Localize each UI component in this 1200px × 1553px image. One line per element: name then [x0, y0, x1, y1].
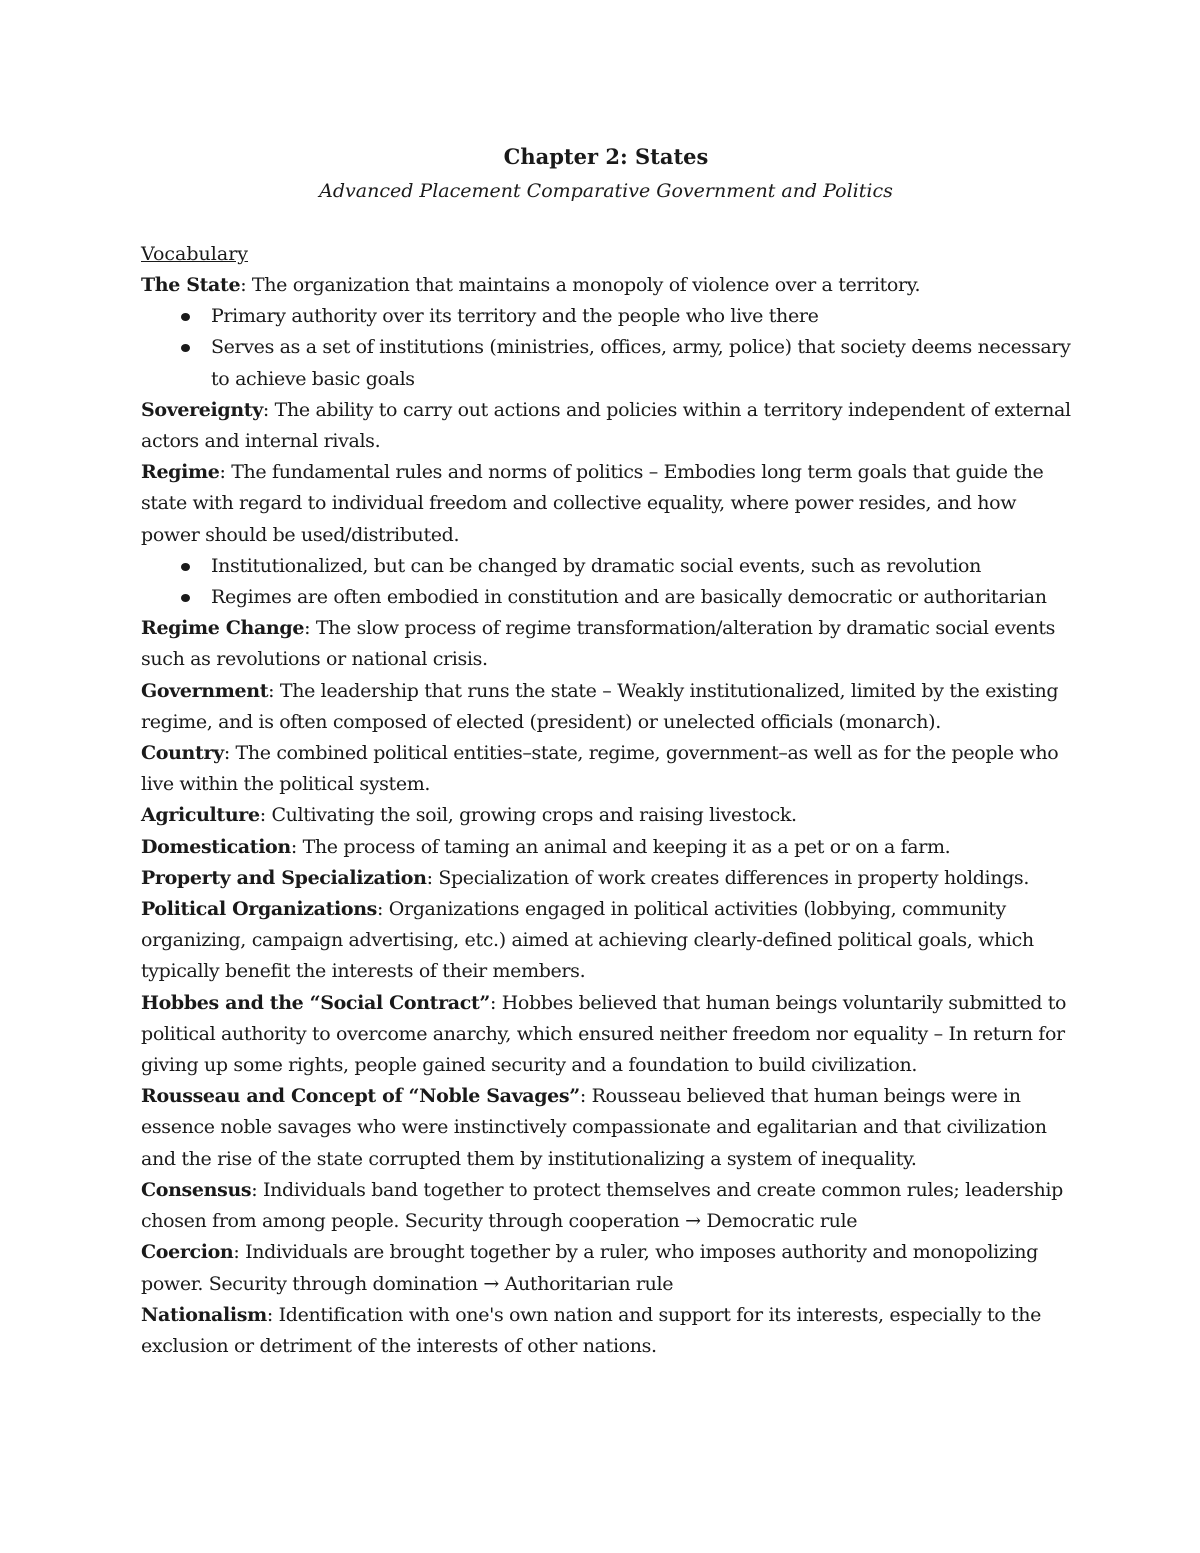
- bullet-text: Institutionalized, but can be changed by dramatic social events, such as revolution: [211, 554, 981, 577]
- vocab-definition: : Individuals are brought together by a ruler, who imposes authority and monopolizing power. Security through domination → Authoritarian rule: [141, 1241, 1038, 1295]
- vocab-definition: : The ability to carry out actions and policies within a territory independent of external actors and internal rivals.: [141, 398, 1071, 453]
- document-page: [141, 140, 1071, 1362]
- vocab-term: Country: [141, 742, 224, 765]
- vocab-term: Nationalism: [141, 1303, 267, 1326]
- vocab-definition: : The combined political entities–state, regime, government–as well as for the people who live within the political system.: [141, 742, 1059, 796]
- vocab-definition: : The leadership that runs the state – Weakly institutionalized, limited by the existing regime, and is often composed of elected (president) or unelected officials (monarch).: [141, 679, 1059, 733]
- vocab-definition: : Cultivating the soil, growing crops and raising livestock.: [259, 804, 797, 827]
- vocab-term: Coercion: [141, 1241, 234, 1264]
- bullet-list: [141, 301, 1071, 395]
- vocab-entry-rousseau-noble-savages: [141, 1081, 1071, 1175]
- vocab-definition: : The fundamental rules and norms of politics – Embodies long term goals that guide the state with regard to individual freedom and collective equality, where power resides, and how power should be used/distributed.: [141, 461, 1044, 546]
- vocab-entry-regime: [141, 457, 1071, 551]
- vocab-term: Political Organizations: [141, 898, 378, 921]
- bullet-item: [211, 301, 1071, 332]
- bullet-item: [211, 332, 1071, 394]
- vocab-definition: : Hobbes believed that human beings voluntarily submitted to political authority to overcome anarchy, which ensured neither freedom nor equality – In return for giving up some rights, people gained security and a foundation to build civilization.: [141, 991, 1067, 1077]
- vocab-entry-hobbes-social-contract: [141, 988, 1071, 1082]
- bullet-item: [211, 582, 1071, 613]
- bullet-item: [211, 551, 1071, 582]
- vocab-term: Hobbes and the “Social Contract”: [141, 991, 490, 1014]
- vocab-definition: : The organization that maintains a monopoly of violence over a territory.: [240, 274, 921, 296]
- vocab-term: Regime Change: [141, 617, 305, 640]
- vocabulary-list: [141, 270, 1071, 1362]
- bullet-text: Regimes are often embodied in constitution and are basically democratic or authoritarian: [211, 586, 1047, 609]
- vocab-definition: : The slow process of regime transformation/alteration by dramatic social events such as revolutions or national crisis.: [141, 617, 1056, 671]
- vocab-entry-sovereignty: [141, 395, 1071, 457]
- vocab-definition: : Individuals band together to protect themselves and create common rules; leadership chosen from among people. Security through cooperation → Democratic rule: [141, 1178, 1063, 1233]
- vocab-term: Sovereignty: [141, 398, 263, 421]
- vocab-term: Consensus: [141, 1178, 252, 1201]
- vocab-entry-agriculture: [141, 800, 1071, 831]
- bullet-list: [141, 551, 1071, 613]
- vocab-entry-political-organizations: [141, 894, 1071, 988]
- vocab-term: Rousseau and Concept of “Noble Savages”: [141, 1085, 580, 1108]
- vocab-entry-consensus: [141, 1175, 1071, 1237]
- vocab-entry-the-state: [141, 270, 1071, 301]
- vocab-term: Domestication: [141, 835, 291, 858]
- bullet-icon: [181, 313, 190, 321]
- vocab-definition: : Identification with one's own nation and support for its interests, especially to the exclusion or detriment of the interests of other nations.: [141, 1303, 1042, 1357]
- vocab-entry-property-specialization: [141, 863, 1071, 894]
- vocab-definition: : Organizations engaged in political activities (lobbying, community organizing, campaign advertising, etc.) aimed at achieving clearly-defined political goals, which typically benefit the interests of their members.: [141, 898, 1034, 983]
- bullet-icon: [181, 344, 190, 352]
- bullet-text: Serves as a set of institutions (ministries, offices, army, police) that society deems necessary to achieve basic goals: [211, 336, 1071, 390]
- vocab-term: The State: [141, 274, 241, 296]
- vocab-entry-coercion: [141, 1237, 1071, 1299]
- vocab-entry-regime-change: [141, 613, 1071, 675]
- vocab-term: Government: [141, 679, 269, 702]
- vocab-definition: : Rousseau believed that human beings were in essence noble savages who were instinctively compassionate and egalitarian and that civilization and the rise of the state corrupted them by institutionalizing a system of inequality.: [141, 1085, 1047, 1170]
- vocab-term: Regime: [141, 461, 220, 484]
- vocab-term: Agriculture: [141, 804, 260, 827]
- vocab-entry-country: [141, 738, 1071, 800]
- bullet-text: Primary authority over its territory and the people who live there: [211, 305, 819, 328]
- vocab-definition: : The process of taming an animal and keeping it as a pet or on a farm.: [290, 835, 951, 858]
- page-subtitle: Advanced Placement Comparative Government and Politics: [319, 180, 893, 202]
- bullet-icon: [181, 563, 190, 571]
- vocab-term: Property and Specialization: [141, 866, 427, 889]
- section-heading: Vocabulary: [141, 243, 249, 265]
- vocab-entry-domestication: [141, 832, 1071, 863]
- bullet-icon: [181, 594, 190, 602]
- vocab-definition: : Specialization of work creates differences in property holdings.: [426, 866, 1030, 889]
- vocab-entry-government: [141, 676, 1071, 738]
- vocab-entry-nationalism: [141, 1300, 1071, 1362]
- page-title: Chapter 2: States: [503, 144, 709, 169]
